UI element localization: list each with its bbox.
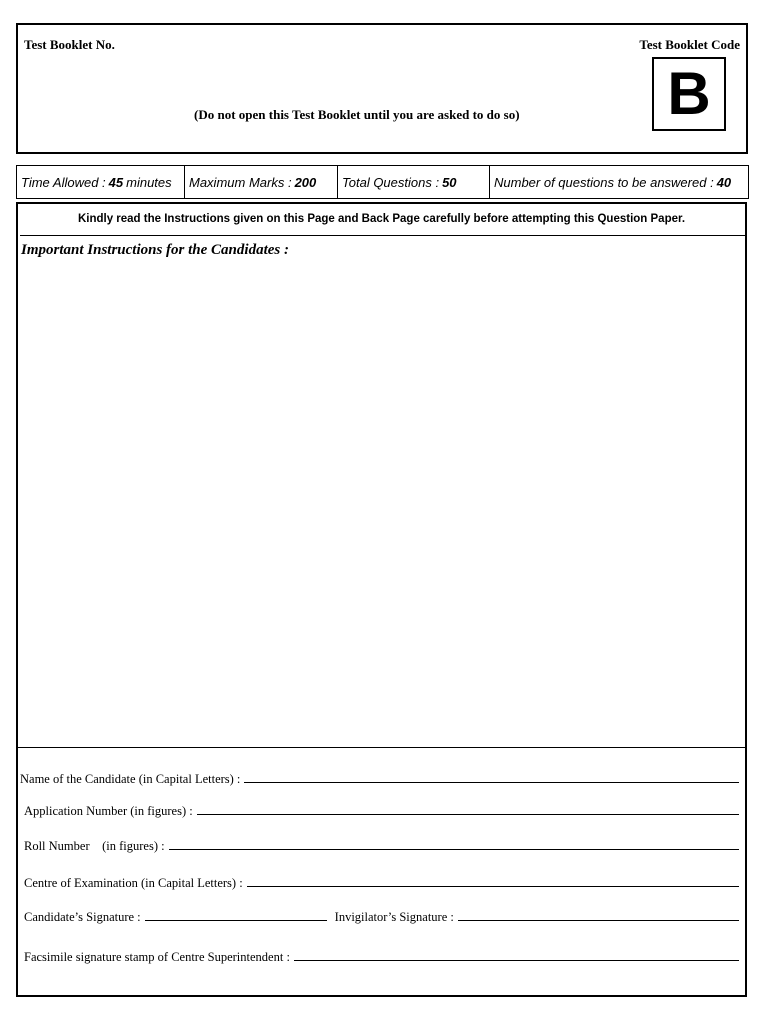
booklet-code-box: B: [652, 57, 726, 131]
candidate-signature-line[interactable]: [145, 910, 327, 921]
time-allowed-unit: minutes: [126, 174, 172, 190]
candidate-signature-label: Candidate’s Signature :: [24, 910, 141, 924]
time-allowed-cell: [17, 166, 185, 198]
instructions-title: Important Instructions for the Candidates :: [21, 242, 289, 258]
exam-info-row: [16, 165, 749, 199]
questions-to-answer-label: Number of questions to be answered :: [494, 174, 714, 190]
invigilator-signature-line[interactable]: [458, 910, 739, 921]
total-questions-value: 50: [442, 174, 457, 190]
total-questions-label: Total Questions :: [342, 174, 440, 190]
total-questions-cell: [338, 166, 490, 198]
roll-number-field[interactable]: [24, 839, 739, 854]
do-not-open-notice: (Do not open this Test Booklet until you are asked to do so): [194, 107, 520, 122]
divider: [18, 747, 745, 748]
candidate-name-line[interactable]: [244, 772, 739, 783]
roll-number-line[interactable]: [169, 839, 739, 850]
application-number-label: Application Number (in figures) :: [24, 804, 193, 818]
invigilator-signature-label: Invigilator’s Signature :: [334, 910, 454, 924]
read-instructions-notice: Kindly read the Instructions given on this Page and Back Page carefully before attempting this Question Paper.: [77, 213, 686, 225]
booklet-code-label: Test Booklet Code: [639, 37, 740, 52]
application-number-field[interactable]: [24, 804, 739, 819]
questions-to-answer-value: 40: [716, 174, 732, 190]
divider: [20, 235, 745, 236]
examination-centre-label: Centre of Examination (in Capital Letters) :: [24, 876, 243, 890]
application-number-line[interactable]: [197, 804, 739, 815]
superintendent-stamp-field[interactable]: [24, 950, 739, 965]
time-allowed-value: 45: [108, 174, 124, 190]
booklet-number-label: Test Booklet No.: [24, 37, 115, 52]
roll-number-label: Roll Number (in figures) :: [24, 839, 165, 853]
candidate-name-label: Name of the Candidate (in Capital Letters) :: [20, 772, 241, 786]
superintendent-stamp-line[interactable]: [294, 950, 739, 961]
questions-to-answer-cell: [490, 166, 748, 198]
examination-centre-field[interactable]: [24, 876, 739, 891]
instructions-box: [16, 202, 747, 997]
maximum-marks-value: 200: [294, 174, 317, 190]
superintendent-stamp-label: Facsimile signature stamp of Centre Superintendent :: [24, 950, 290, 964]
signatures-field[interactable]: [24, 910, 739, 925]
time-allowed-label: Time Allowed :: [21, 174, 106, 190]
maximum-marks-cell: [185, 166, 338, 198]
maximum-marks-label: Maximum Marks :: [189, 174, 292, 190]
booklet-header: [16, 23, 748, 154]
candidate-name-field[interactable]: [20, 772, 739, 787]
examination-centre-line[interactable]: [247, 876, 739, 887]
